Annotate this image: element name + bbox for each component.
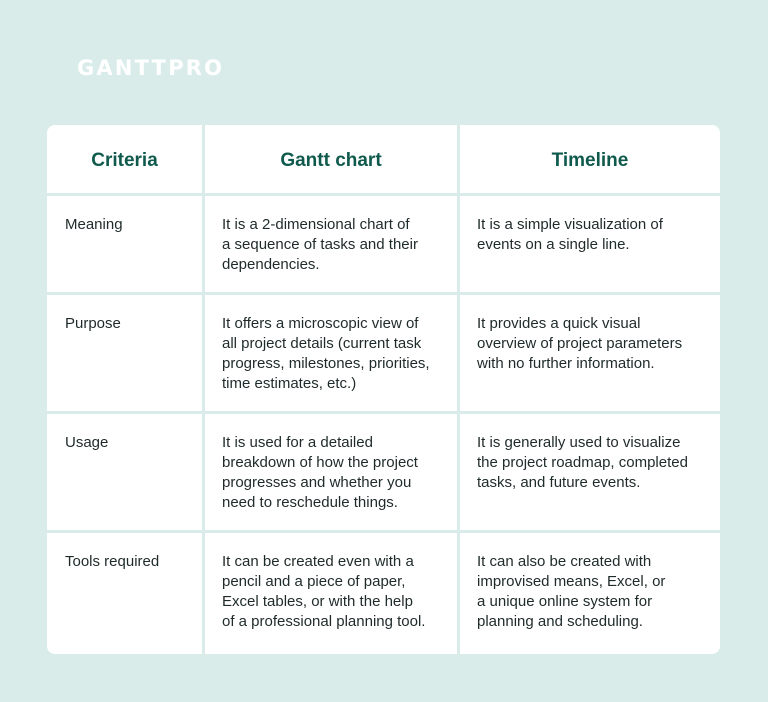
cell-line: It can be created even with a <box>222 553 414 570</box>
cell-line: with no further information. <box>477 355 655 372</box>
cell-line: of a professional planning tool. <box>222 613 426 630</box>
cell-line: need to reschedule things. <box>222 494 398 511</box>
cell-line: progresses and whether you <box>222 474 412 491</box>
cell-line: a unique online system for <box>477 593 653 610</box>
cell-line: pencil and a piece of paper, <box>222 573 406 590</box>
cell-line: breakdown of how the project <box>222 454 418 471</box>
timeline-cell <box>477 314 682 374</box>
gantt-cell <box>222 433 418 513</box>
cell-line: all project details (current task <box>222 335 422 352</box>
cell-line: overview of project parameters <box>477 335 683 352</box>
cell-line: improvised means, Excel, or <box>477 573 666 590</box>
cell-line: It is a simple visualization of <box>477 216 663 233</box>
header-gantt-chart: Gantt chart <box>280 150 382 171</box>
criteria-cell: Purpose <box>65 315 121 332</box>
cell-line: planning and scheduling. <box>477 613 643 630</box>
header-criteria: Criteria <box>91 150 158 171</box>
row-divider <box>47 411 720 414</box>
cell-line: It offers a microscopic view of <box>222 315 419 332</box>
column-divider <box>202 125 205 654</box>
cell-line: the project roadmap, completed <box>477 454 688 471</box>
cell-line: dependencies. <box>222 256 320 273</box>
cell-line: It is generally used to visualize <box>477 434 681 451</box>
cell-line: It can also be created with <box>477 553 652 570</box>
gantt-cell <box>222 215 418 275</box>
cell-line: It is used for a detailed <box>222 434 373 451</box>
cell-line: It provides a quick visual <box>477 315 641 332</box>
ganttpro-logo: GANTTPRO <box>77 56 225 80</box>
criteria-cell: Tools required <box>65 553 160 570</box>
criteria-cell: Meaning <box>65 216 123 233</box>
cell-line: events on a single line. <box>477 236 630 253</box>
timeline-cell <box>477 215 663 255</box>
row-divider <box>47 292 720 295</box>
comparison-table <box>47 125 720 654</box>
header-timeline: Timeline <box>551 150 629 171</box>
criteria-cell: Usage <box>65 434 109 451</box>
cell-line: It is a 2-dimensional chart of <box>222 216 410 233</box>
row-divider <box>47 193 720 196</box>
cell-line: time estimates, etc.) <box>222 375 357 392</box>
cell-line: Excel tables, or with the help <box>222 593 413 610</box>
column-divider <box>457 125 460 654</box>
cell-line: a sequence of tasks and their <box>222 236 418 253</box>
cell-line: tasks, and future events. <box>477 474 641 491</box>
gantt-cell <box>222 314 430 394</box>
cell-line: progress, milestones, priorities, <box>222 355 430 372</box>
timeline-cell <box>477 433 688 493</box>
timeline-cell <box>477 552 665 632</box>
gantt-cell <box>222 552 425 632</box>
row-divider <box>47 530 720 533</box>
